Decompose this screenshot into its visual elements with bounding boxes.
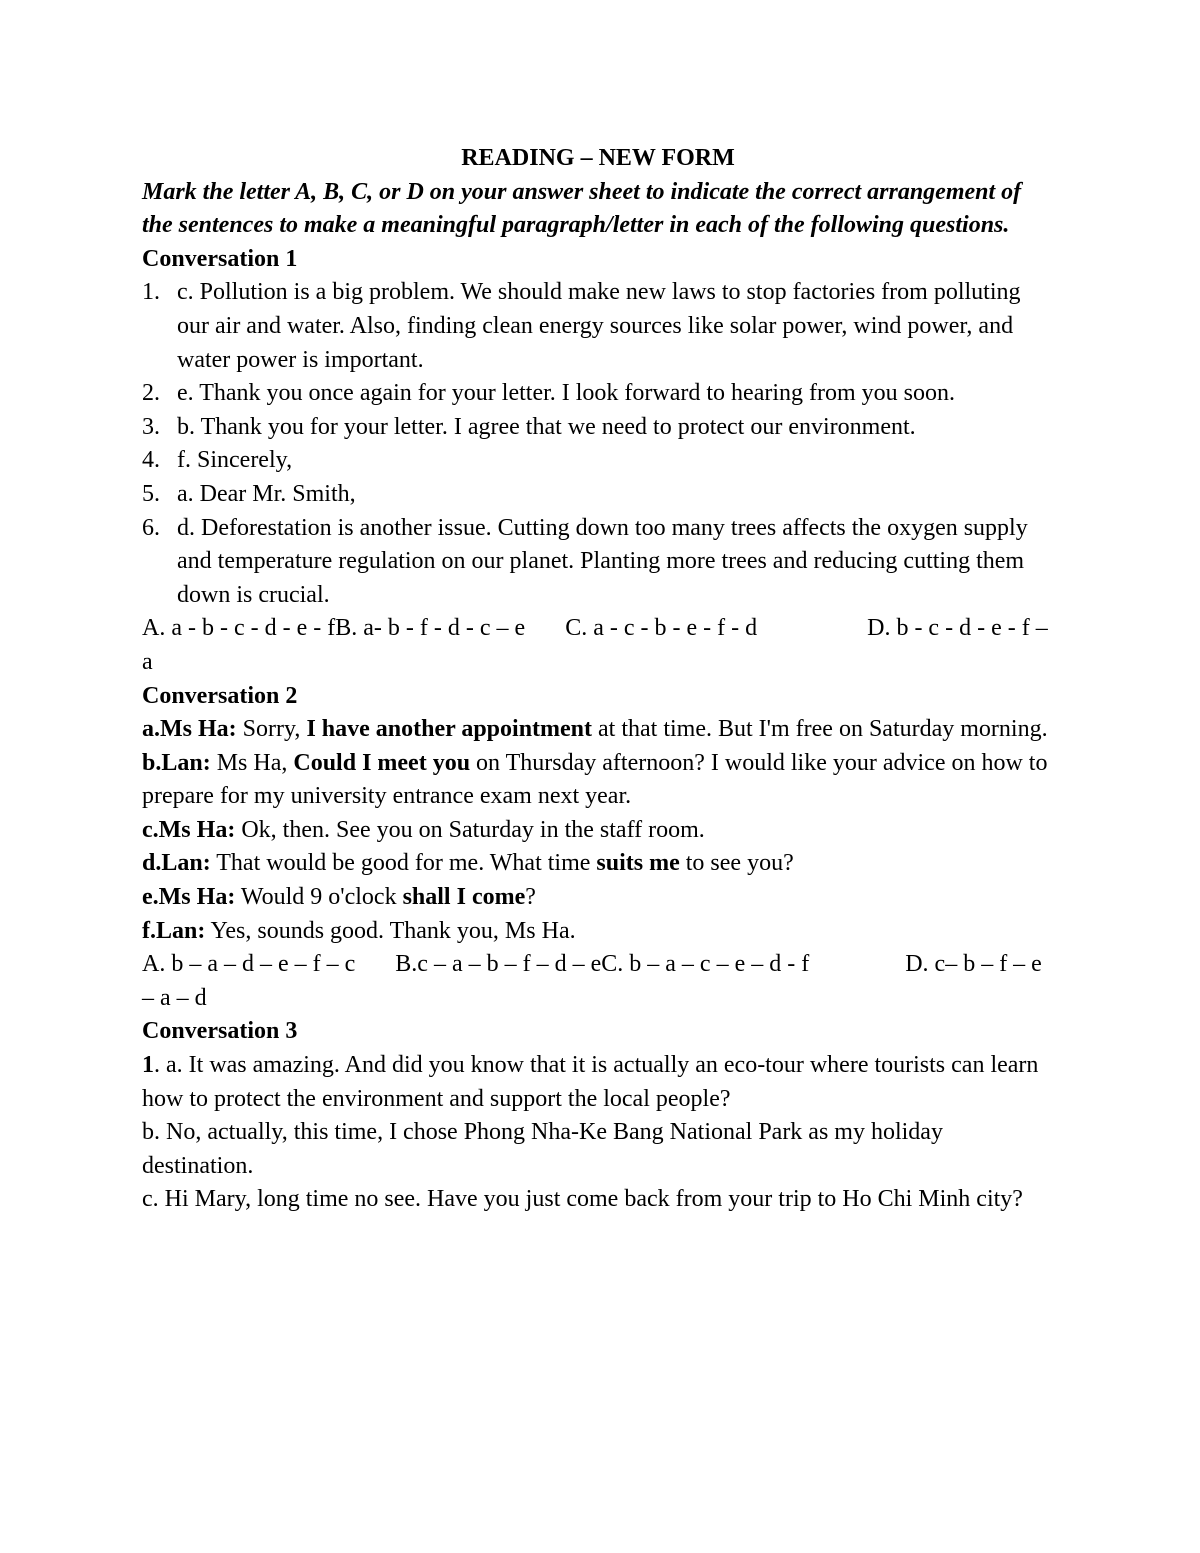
dialogue-text: Sorry,: [236, 716, 307, 743]
item-text: e. Thank you once again for your letter. I look forward to hearing from you soon.: [177, 380, 956, 407]
dialogue-line-c: c. Hi Mary, long time no see. Have you just come back from your trip to Ho Chi Minh city?: [142, 1186, 1023, 1213]
option-c: C. b – a – c – e – d - f: [601, 951, 810, 978]
item-text: b. Thank you for your letter. I agree that we need to protect our environment.: [177, 413, 916, 440]
option-b: B.c – a – b – f – d – e: [395, 951, 602, 978]
list-item: [142, 411, 1054, 445]
list-item: [142, 512, 1054, 613]
speaker-label: a.Ms Ha:: [142, 716, 237, 743]
dialogue-emphasis: I have another appointment: [306, 716, 593, 743]
dialogue-text: Ms Ha,: [210, 749, 294, 776]
dialogue-line-d: [142, 847, 1054, 881]
speaker-label: d.Lan:: [142, 850, 211, 877]
item-number: 6.: [142, 514, 160, 541]
option-c: C. a - c - b - e - f - d: [565, 615, 758, 642]
conversation-1-options: [142, 612, 1054, 679]
item-text: a. Dear Mr. Smith,: [177, 480, 356, 507]
dialogue-emphasis: Could I meet you: [293, 749, 471, 776]
item-text: f. Sincerely,: [177, 447, 293, 474]
list-item: [142, 444, 1054, 478]
item-number: 2.: [142, 380, 160, 407]
item-number: 4.: [142, 447, 160, 474]
item-text: c. Pollution is a big problem. We should make new laws to stop factories from polluting our air and water. Also, finding clean energy sources like solar power, wind power, and water power is important.: [177, 279, 1021, 373]
conversation-2-heading: Conversation 2: [142, 682, 298, 709]
item-number: 1.: [142, 279, 160, 306]
dialogue-text: That would be good for me. What time: [210, 850, 597, 877]
dialogue-text: on Thursday afternoon? I would like your advice on how to prepare for my university entrance exam next year.: [142, 749, 1048, 810]
option-d: D. c– b – f – e – a – d: [142, 951, 1042, 1011]
instruction-text: Mark the letter A, B, C, or D on your answer sheet to indicate the correct arrangement of the sentences to make a meaningful paragraph/letter in each of the following questions.: [142, 178, 1022, 239]
option-b: B. a- b - f - d - c – e: [335, 615, 526, 642]
item-number: 5.: [142, 480, 160, 507]
option-d: D. b - c - d - e - f – a: [142, 615, 1048, 675]
dialogue-text: . a. It was amazing. And did you know that it is actually an eco-tour where tourists can learn how to protect the environment and support the local people?: [142, 1052, 1039, 1112]
dialogue-text: Ok, then. See you on Saturday in the staff room.: [235, 816, 705, 843]
speaker-label: e.Ms Ha:: [142, 884, 236, 911]
dialogue-emphasis: shall I come: [402, 884, 526, 911]
dialogue-text: to see you?: [679, 850, 794, 877]
dialogue-line-f: [142, 915, 1054, 949]
dialogue-line-a: [142, 713, 1054, 747]
speaker-label: c.Ms Ha:: [142, 816, 236, 843]
dialogue-text: Yes, sounds good. Thank you, Ms Ha.: [205, 917, 576, 944]
dialogue-emphasis: suits me: [596, 850, 680, 877]
list-item: [142, 478, 1054, 512]
speaker-label: f.Lan:: [142, 917, 206, 944]
conversation-2-options: [142, 948, 1054, 1015]
dialogue-line-a: [142, 1049, 1054, 1116]
option-a: A. a - b - c - d - e - f: [142, 615, 336, 642]
dialogue-line-e: [142, 881, 1054, 915]
dialogue-text: Would 9 o'clock: [235, 884, 403, 911]
conversation-1-list: [142, 276, 1054, 612]
item-text: d. Deforestation is another issue. Cutting down too many trees affects the oxygen supply and temperature regulation on our planet. Planting more trees and reducing cutting them down is crucial.: [177, 514, 1028, 608]
dialogue-line-b: [142, 747, 1054, 814]
page-title: READING – NEW FORM: [461, 145, 735, 171]
list-item: [142, 377, 1054, 411]
dialogue-line-b: b. No, actually, this time, I chose Phong Nha-Ke Bang National Park as my holiday destination.: [142, 1119, 943, 1179]
conversation-1-heading: Conversation 1: [142, 245, 298, 272]
list-item: [142, 276, 1054, 377]
option-a: A. b – a – d – e – f – c: [142, 951, 356, 978]
conversation-3-heading: Conversation 3: [142, 1018, 298, 1045]
question-number: 1: [142, 1052, 154, 1079]
document-page: [142, 142, 1054, 1217]
speaker-label: b.Lan:: [142, 749, 211, 776]
dialogue-line-c: [142, 814, 1054, 848]
dialogue-text: ?: [525, 884, 536, 911]
dialogue-text: at that time. But I'm free on Saturday morning.: [592, 716, 1048, 743]
item-number: 3.: [142, 413, 160, 440]
